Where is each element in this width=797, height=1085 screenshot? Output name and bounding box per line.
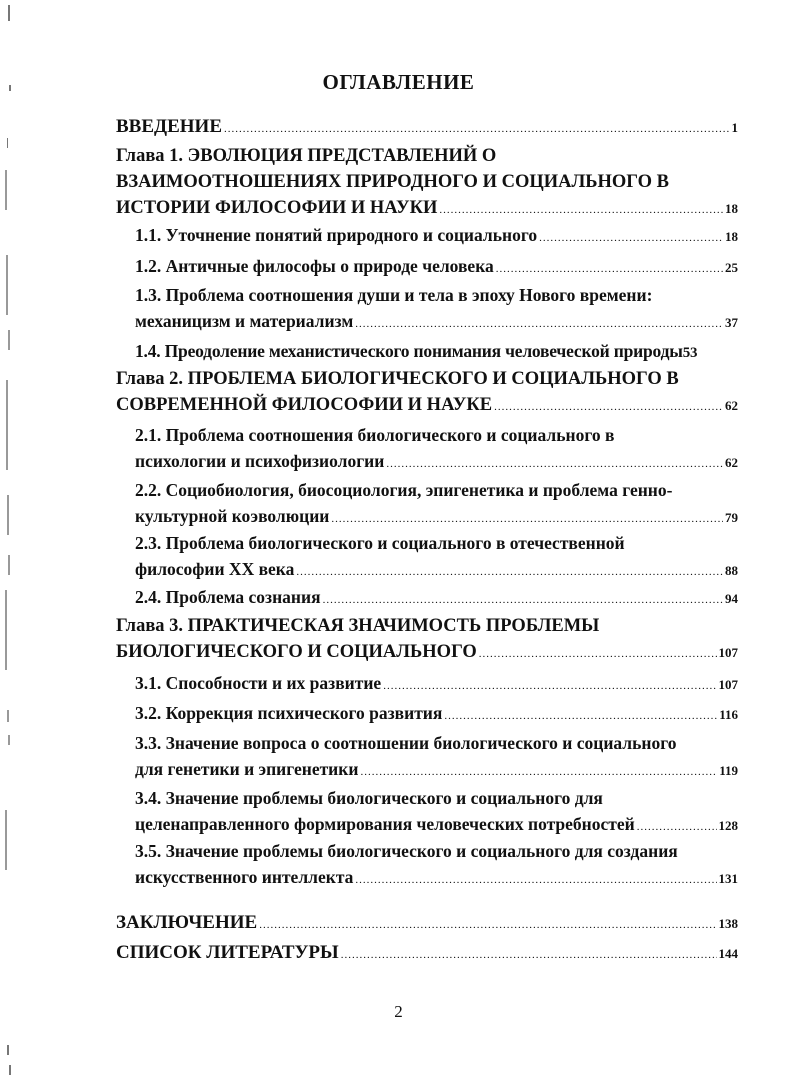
toc-entry-page: 107	[718, 645, 738, 660]
toc-entry-title-line-2: целенаправленного формирования человеческих потребностей	[135, 814, 635, 834]
dot-leader	[331, 506, 723, 532]
toc-entry-page: 94	[725, 591, 738, 606]
toc-entry-page: 144	[718, 946, 738, 961]
toc-entry-title: 3.2. Коррекция психического развития	[135, 703, 443, 723]
toc-entry-title-line-1: Глава 2. ПРОБЛЕМА БИОЛОГИЧЕСКОГО И СОЦИАЛЬНОГО В	[116, 369, 679, 389]
toc-entry-title: ВВЕДЕНИЕ	[116, 116, 222, 137]
dot-leader	[637, 814, 717, 840]
toc-entry-title-line-1: 1.3. Проблема соотношения души и тела в эпоху Нового времени:	[135, 285, 653, 305]
toc-entry-title-line-1: 2.1. Проблема соотношения биологического и социального в	[135, 425, 615, 445]
toc-entry-2-3[interactable]	[135, 530, 738, 585]
toc-entry-title-line-2: искусственного интеллекта	[135, 867, 354, 887]
toc-entry-page: 18	[725, 229, 738, 244]
dot-leader	[496, 256, 723, 282]
toc-entry-title-line-2: БИОЛОГИЧЕСКОГО И СОЦИАЛЬНОГО	[116, 642, 477, 662]
toc-entry-conclusion[interactable]	[116, 910, 738, 938]
toc-entry-page: 79	[725, 510, 738, 525]
dot-leader	[296, 559, 723, 585]
toc-entry-page: 116	[719, 707, 738, 722]
toc-entry-title-line-2: культурной коэволюции	[135, 506, 330, 526]
dot-leader	[539, 225, 723, 251]
toc-entry-title-line-1: 3.3. Значение вопроса о соотношении биологического и социального	[135, 733, 677, 753]
toc-entry-title: 1.1. Уточнение понятий природного и социального	[135, 225, 538, 245]
toc-entry-page: 107	[718, 677, 738, 692]
toc-entry-2-4[interactable]	[135, 584, 738, 613]
toc-entry-page: 138	[718, 916, 738, 931]
dot-leader	[494, 394, 723, 420]
toc-entry-1-1[interactable]	[135, 222, 738, 251]
toc-entry-title-line-2: для генетики и эпигенетики	[135, 759, 359, 779]
toc-entry-title-line-2: СОВРЕМЕННОЙ ФИЛОСОФИИ И НАУКЕ	[116, 395, 493, 415]
toc-entry-3-5[interactable]	[135, 838, 738, 893]
toc-entry-title: ЗАКЛЮЧЕНИЕ	[116, 912, 258, 933]
dot-leader	[386, 451, 723, 477]
toc-entry-title-line-1: Глава 1. ЭВОЛЮЦИЯ ПРЕДСТАВЛЕНИЙ О	[116, 146, 497, 166]
toc-entry-page: 119	[719, 763, 738, 778]
toc-entry-title: 1.4. Преодоление механистического понимания человеческой природы	[135, 341, 683, 361]
toc-entry-1-4[interactable]	[135, 338, 747, 366]
toc-entry-bibliography[interactable]	[116, 940, 738, 968]
toc-entry-page: 25	[725, 260, 738, 275]
dot-leader	[444, 703, 717, 729]
toc-entry-title-line-1: Глава 3. ПРАКТИЧЕСКАЯ ЗНАЧИМОСТЬ ПРОБЛЕМЫ	[116, 616, 600, 636]
dot-leader	[439, 197, 723, 223]
toc-entry-1-3[interactable]	[135, 282, 738, 337]
toc-entry-title-line-2: психологии и психофизиологии	[135, 451, 385, 471]
dot-leader	[323, 587, 723, 613]
dot-leader	[479, 641, 717, 667]
toc-entry-3-4[interactable]	[135, 785, 738, 840]
dot-leader	[341, 942, 717, 968]
toc-entry-title: 2.4. Проблема сознания	[135, 587, 321, 607]
toc-entry-page: 88	[725, 563, 738, 578]
toc-entry-title-line-1: 2.3. Проблема биологического и социального в отечественной	[135, 533, 625, 553]
toc-entry-page: 18	[725, 201, 738, 216]
dot-leader	[383, 673, 716, 699]
toc-entry-1-2[interactable]	[135, 253, 738, 282]
toc-entry-title-line-1: 3.4. Значение проблемы биологического и социального для	[135, 788, 603, 808]
toc-entry-intro[interactable]	[116, 114, 738, 142]
toc-entry-page: 128	[718, 818, 738, 833]
toc-entry-title-line-2: механицизм и материализм	[135, 311, 354, 331]
toc-entry-page: 1	[731, 120, 738, 135]
toc-entry-chapter-3[interactable]	[116, 613, 738, 667]
dot-leader	[259, 912, 716, 938]
toc-entry-title-line-1: 2.2. Социобиология, биосоциология, эпигенетика и проблема генно-	[135, 480, 673, 500]
dot-leader	[355, 867, 716, 893]
toc-heading: ОГЛАВЛЕНИЕ	[322, 70, 475, 94]
toc-entry-3-1[interactable]	[135, 670, 738, 699]
toc-entry-page: 131	[718, 871, 738, 886]
toc-entry-page: 62	[725, 398, 738, 413]
toc-entry-3-3[interactable]	[135, 730, 738, 785]
toc-entry-2-2[interactable]	[135, 477, 738, 532]
toc-entry-title: 1.2. Античные философы о природе человека	[135, 256, 494, 276]
toc-entry-chapter-2[interactable]	[116, 366, 738, 420]
toc-entry-title-line-2: ВЗАИМООТНОШЕНИЯХ ПРИРОДНОГО И СОЦИАЛЬНОГО В	[116, 172, 669, 192]
toc-entry-3-2[interactable]	[135, 700, 738, 729]
page-number: 2	[394, 1002, 403, 1021]
dot-leader	[355, 311, 723, 337]
toc-entry-chapter-1[interactable]	[116, 143, 738, 223]
dot-leader	[224, 116, 730, 142]
toc-entry-page: 37	[725, 315, 738, 330]
toc-entry-2-1[interactable]	[135, 422, 738, 477]
toc-entry-title-line-2: философии XX века	[135, 559, 295, 579]
toc-entry-title-line-3: ИСТОРИИ ФИЛОСОФИИ И НАУКИ	[116, 198, 438, 218]
toc-entry-page: 53	[682, 345, 698, 361]
toc-entry-title: 3.1. Способности и их развитие	[135, 673, 382, 693]
toc-entry-page: 62	[725, 455, 738, 470]
toc-entry-title: СПИСОК ЛИТЕРАТУРЫ	[116, 942, 339, 963]
toc-entry-title-line-1: 3.5. Значение проблемы биологического и социального для создания	[135, 841, 678, 861]
dot-leader	[360, 759, 717, 785]
